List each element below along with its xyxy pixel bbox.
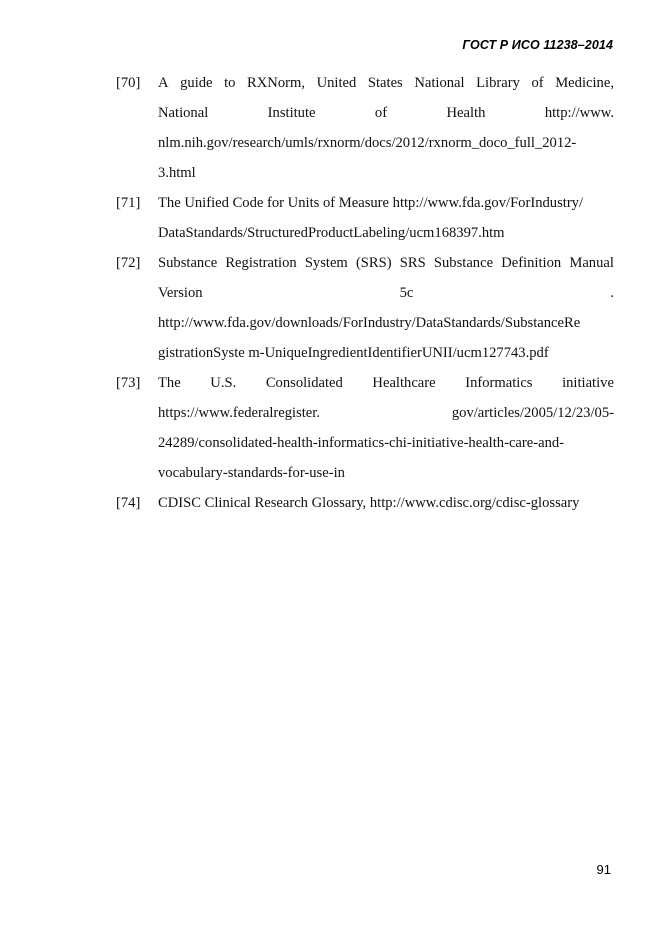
reference-word: to: [224, 75, 236, 91]
reference-word: Registration: [225, 255, 297, 271]
reference-word: gov/articles/2005/12/23/05-: [451, 405, 614, 421]
reference-text-line: [158, 68, 614, 98]
reference-word: https://www.federalregister.: [158, 405, 320, 421]
reference-number: [72]: [116, 255, 141, 271]
reference-item: [116, 188, 614, 248]
reference-word: Consolidated: [265, 375, 343, 391]
reference-word: United: [316, 75, 357, 91]
reference-text-line: http://www.fda.gov/downloads/ForIndustry/DataStandards/SubstanceRe: [158, 315, 581, 331]
reference-word: Version: [158, 285, 203, 301]
reference-word: Substance: [433, 255, 494, 271]
reference-text-line: [158, 248, 614, 278]
reference-number: [74]: [116, 495, 141, 511]
reference-word: Definition: [501, 255, 562, 271]
reference-item: [116, 68, 614, 188]
reference-text-line: The Unified Code for Units of Measure http://www.fda.gov/ForIndustry/: [158, 195, 584, 211]
page-number: 91: [596, 862, 611, 877]
reference-text-line: gistrationSyste m-UniqueIngredientIdentifierUNII/ucm127743.pdf: [158, 345, 549, 361]
reference-word: Institute: [267, 105, 316, 121]
reference-word: Substance: [158, 255, 218, 271]
reference-word: .: [610, 285, 614, 301]
reference-item: [116, 488, 614, 518]
reference-text-line: 3.html: [158, 165, 196, 181]
reference-number: [73]: [116, 375, 141, 391]
reference-text-line: 24289/consolidated-health-informatics-chi-initiative-health-care-and-: [158, 435, 565, 451]
reference-word: A: [158, 75, 169, 91]
reference-word: 5c: [399, 285, 414, 301]
reference-word: Health: [446, 105, 486, 121]
reference-word: Medicine,: [555, 75, 614, 91]
reference-word: Informatics: [465, 375, 533, 391]
reference-text-line: [158, 368, 614, 398]
reference-word: (SRS): [355, 255, 392, 271]
reference-text-line: vocabulary-standards-for-use-in: [158, 465, 345, 481]
reference-word: National: [158, 105, 209, 121]
reference-text-line: [158, 278, 614, 308]
reference-text-line: CDISC Clinical Research Glossary, http://www.cdisc.org/cdisc-glossary: [158, 495, 580, 511]
reference-word: of: [374, 105, 388, 121]
reference-word: SRS: [399, 255, 426, 271]
reference-word: U.S.: [210, 375, 237, 391]
reference-text-line: DataStandards/StructuredProductLabeling/ucm168397.htm: [158, 225, 505, 241]
reference-word: National: [414, 75, 465, 91]
reference-word: guide: [180, 75, 213, 91]
reference-word: States: [367, 75, 403, 91]
reference-word: Healthcare: [372, 375, 436, 391]
reference-number: [71]: [116, 195, 141, 211]
reference-number: [70]: [116, 75, 141, 91]
reference-word: http://www.: [544, 105, 614, 121]
reference-item: [116, 368, 614, 488]
reference-word: The: [158, 375, 181, 391]
reference-word: Library: [476, 75, 520, 91]
reference-text-line: [158, 98, 614, 128]
reference-word: RXNorm,: [247, 75, 306, 91]
reference-text-line: nlm.nih.gov/research/umls/rxnorm/docs/2012/rxnorm_doco_full_2012-: [158, 135, 577, 151]
reference-word: initiative: [562, 375, 614, 391]
reference-text-line: [158, 398, 614, 428]
reference-item: [116, 248, 614, 368]
reference-list: [116, 68, 614, 518]
reference-word: of: [531, 75, 544, 91]
document-header: ГОСТ Р ИСО 11238–2014: [462, 38, 613, 52]
reference-word: System: [304, 255, 348, 271]
reference-word: Manual: [569, 255, 614, 271]
